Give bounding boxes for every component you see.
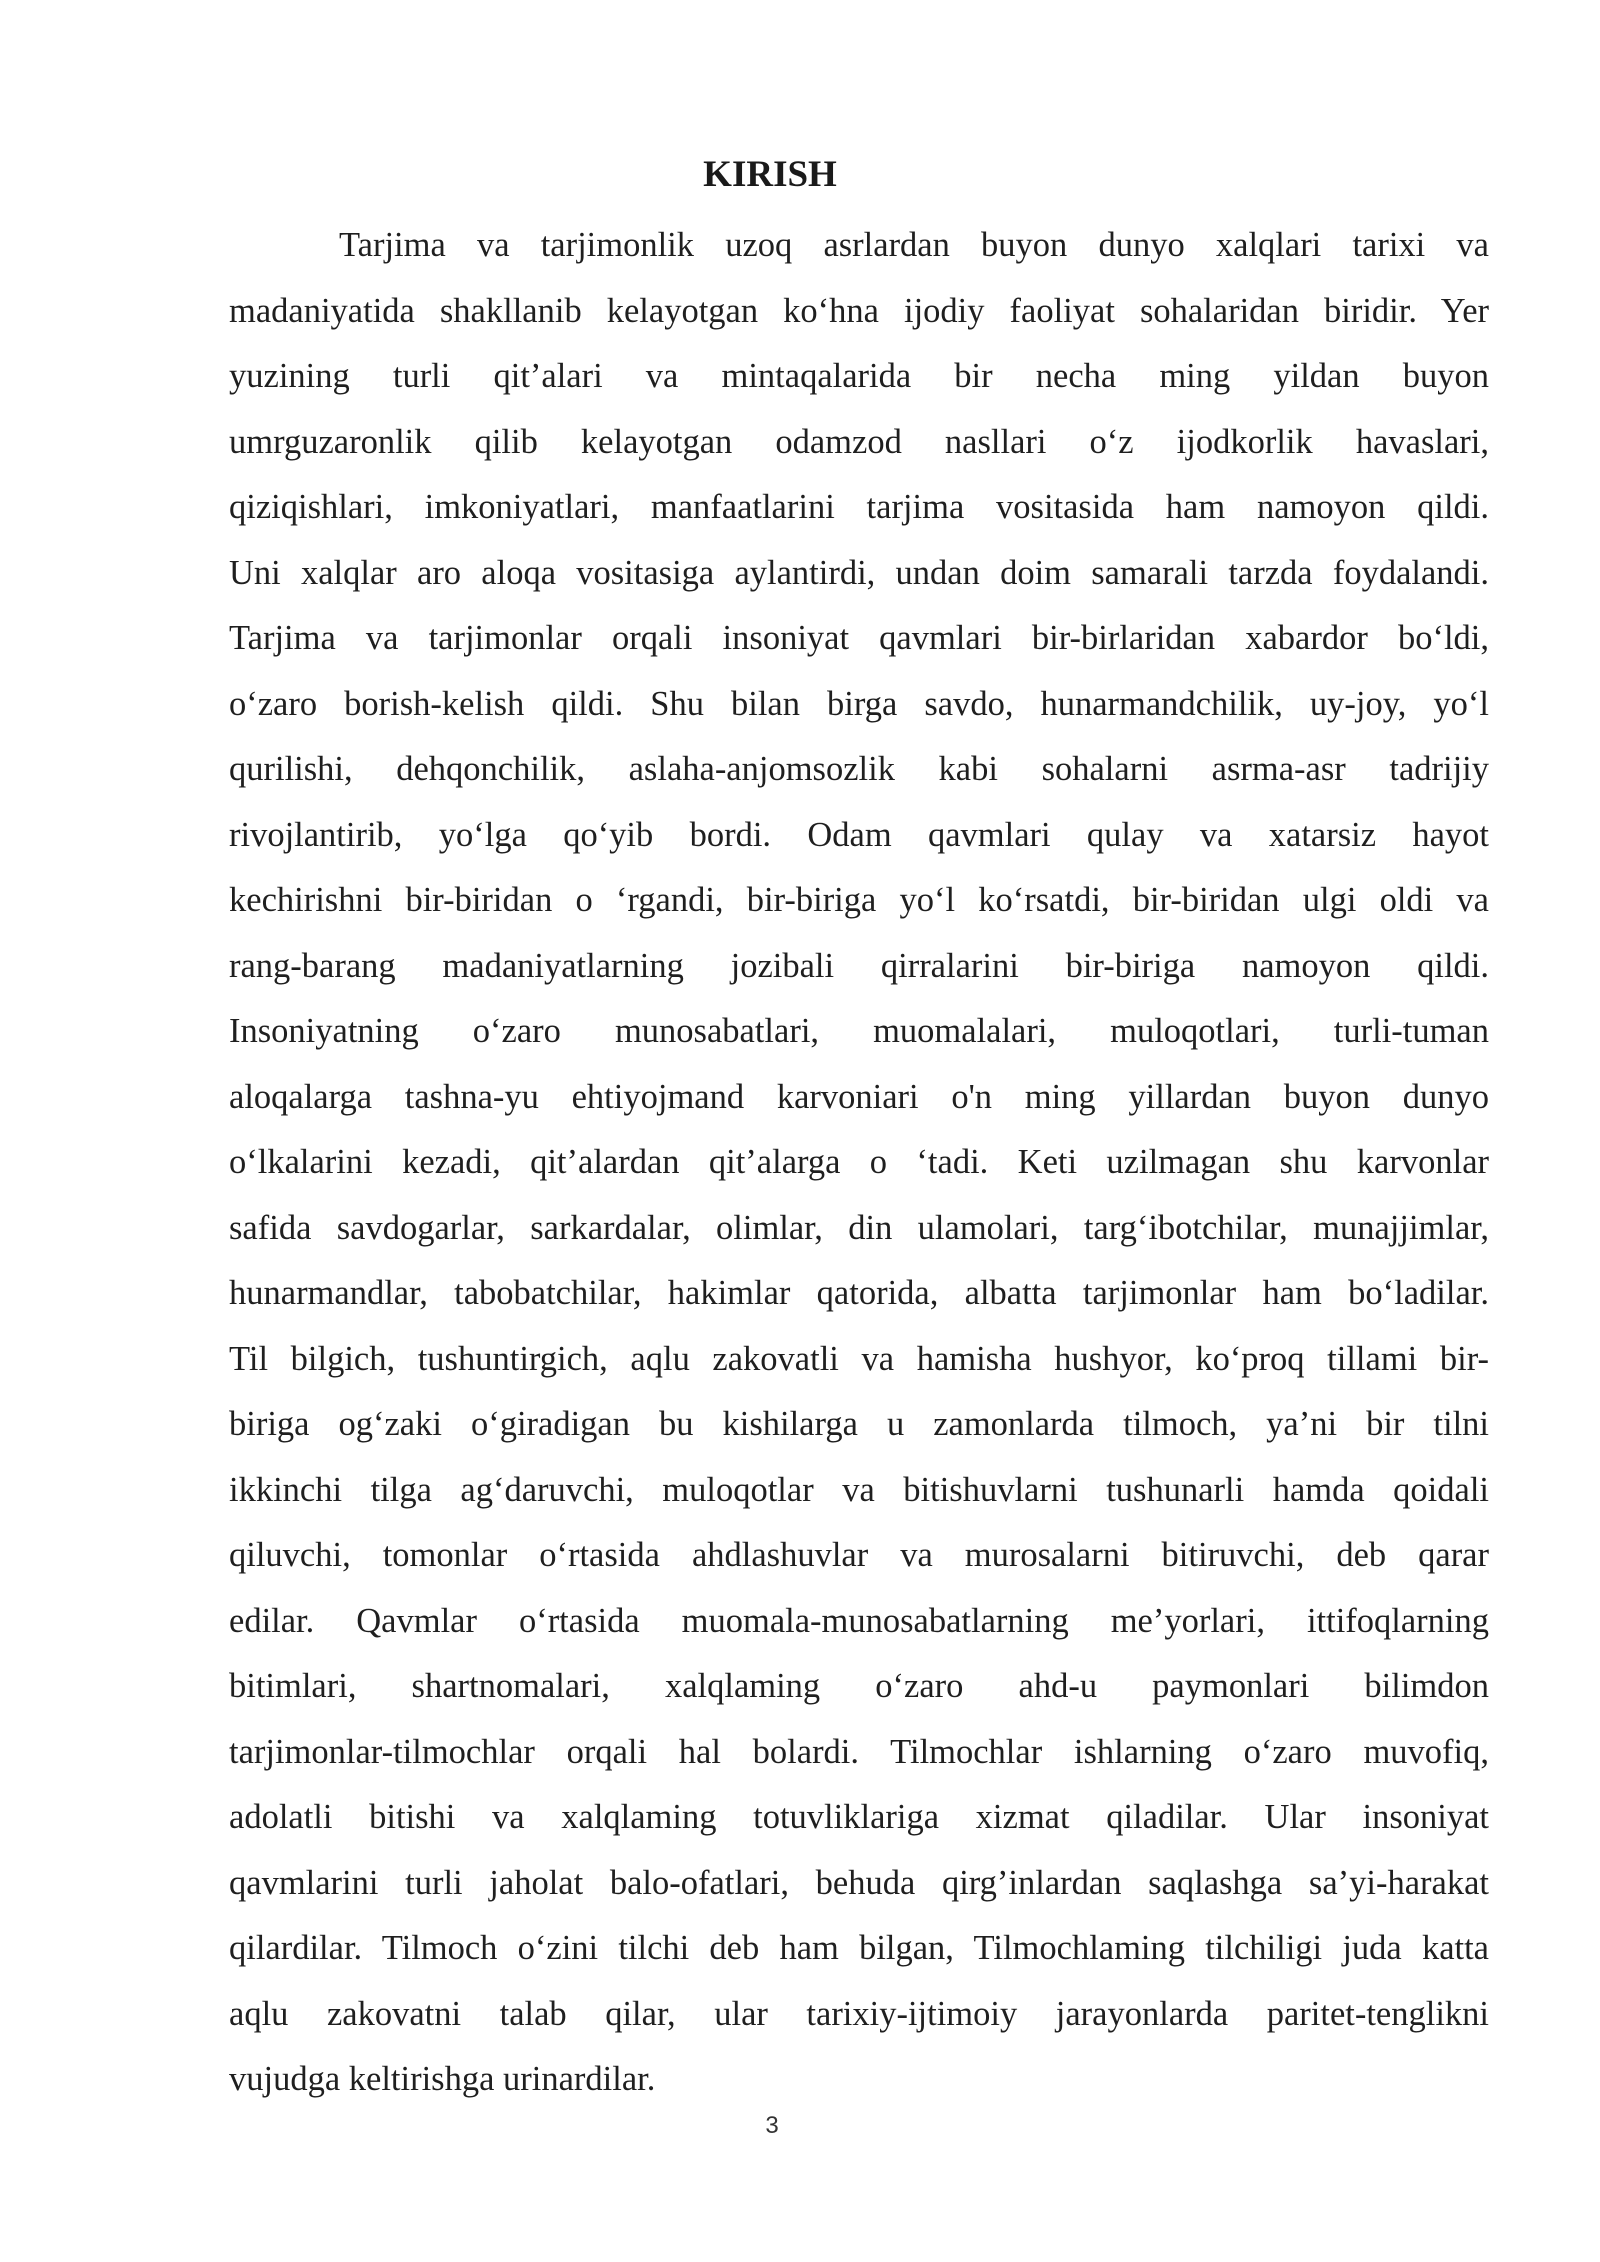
text-line: kechirishni bir-biridan o ‘rgandi, bir-biriga yo‘l ko‘rsatdi, bir-biridan ulgi oldi va	[229, 881, 1489, 919]
text-line: o‘lkalarini kezadi, qit’alardan qit’alarga o ‘tadi. Keti uzilmagan shu karvonlar	[229, 1143, 1489, 1181]
text-line: o‘zaro borish-kelish qildi. Shu bilan birga savdo, hunarmandchilik, uy-joy, yo‘l	[229, 684, 1489, 723]
section-heading: KIRISH	[703, 154, 837, 195]
body-paragraph	[229, 213, 1489, 2113]
text-line: aloqalarga tashna-yu ehtiyojmand karvoniari o'n ming yillardan buyon dunyo	[229, 1077, 1489, 1116]
text-line: vujudga keltirishga urinardilar.	[229, 2060, 656, 2098]
text-line: bitimlari, shartnomalari, xalqlaming o‘zaro ahd-u paymonlari bilimdon	[229, 1667, 1489, 1705]
text-line: ikkinchi tilga ag‘daruvchi, muloqotlar va bitishuvlarni tushunarli hamda qoidali	[229, 1470, 1489, 1509]
text-line: qiluvchi, tomonlar o‘rtasida ahdlashuvlar va murosalarni bitiruvchi, deb qarar	[229, 1536, 1489, 1574]
text-line: Uni xalqlar aro aloqa vositasiga aylantirdi, undan doim samarali tarzda foydalandi.	[229, 553, 1489, 592]
text-line: umrguzaronlik qilib kelayotgan odamzod nasllari o‘z ijodkorlik havaslari,	[229, 422, 1489, 461]
text-line: safida savdogarlar, sarkardalar, olimlar, din ulamolari, targ‘ibotchilar, munajjimlar,	[229, 1208, 1489, 1247]
text-line: tarjimonlar-tilmochlar orqali hal bolardi. Tilmochlar ishlarning o‘zaro muvofiq,	[229, 1732, 1489, 1771]
text-line: Insoniyatning o‘zaro munosabatlari, muomalalari, muloqotlari, turli-tuman	[229, 1012, 1489, 1050]
text-line: qiziqishlari, imkoniyatlari, manfaatlarini tarjima vositasida ham namoyon qildi.	[229, 488, 1489, 526]
text-line: adolatli bitishi va xalqlaming totuvliklariga xizmat qiladilar. Ular insoniyat	[229, 1798, 1489, 1836]
text-line: hunarmandlar, tabobatchilar, hakimlar qatorida, albatta tarjimonlar ham bo‘ladilar.	[229, 1274, 1489, 1312]
text-line: Tarjima va tarjimonlar orqali insoniyat qavmlari bir-birlaridan xabardor bo‘ldi,	[229, 619, 1489, 657]
text-line: qilardilar. Tilmoch o‘zini tilchi deb ham bilgan, Tilmochlaming tilchiligi juda katta	[229, 1929, 1489, 1967]
text-line: biriga og‘zaki o‘giradigan bu kishilarga u zamonlarda tilmoch, ya’ni bir tilni	[229, 1405, 1489, 1443]
text-line: yuzining turli qit’alari va mintaqalarida bir necha ming yildan buyon	[229, 357, 1489, 395]
text-line: madaniyatida shakllanib kelayotgan ko‘hna ijodiy faoliyat sohalaridan biridir. Yer	[229, 291, 1489, 330]
text-line: rivojlantirib, yo‘lga qo‘yib bordi. Odam qavmlari qulay va xatarsiz hayot	[229, 815, 1489, 854]
text-line: qavmlarini turli jaholat balo-ofatlari, behuda qirg’inlardan saqlashga sa’yi-harakat	[229, 1863, 1489, 1902]
text-line: qurilishi, dehqonchilik, aslaha-anjomsozlik kabi sohalarni asrma-asr tadrijiy	[229, 750, 1489, 788]
text-line: Tarjima va tarjimonlik uzoq asrlardan buyon dunyo xalqlari tarixi va	[339, 226, 1489, 264]
text-line: edilar. Qavmlar o‘rtasida muomala-munosabatlarning me’yorlari, ittifoqlarning	[229, 1601, 1489, 1640]
text-line: Til bilgich, tushuntirgich, aqlu zakovatli va hamisha hushyor, ko‘proq tillami bir-	[229, 1339, 1489, 1378]
text-line: rang-barang madaniyatlarning jozibali qirralarini bir-biriga namoyon qildi.	[229, 946, 1489, 985]
text-line: aqlu zakovatni talab qilar, ular tarixiy-ijtimoiy jarayonlarda paritet-tenglikni	[229, 1994, 1489, 2033]
page-number: 3	[765, 2112, 779, 2139]
